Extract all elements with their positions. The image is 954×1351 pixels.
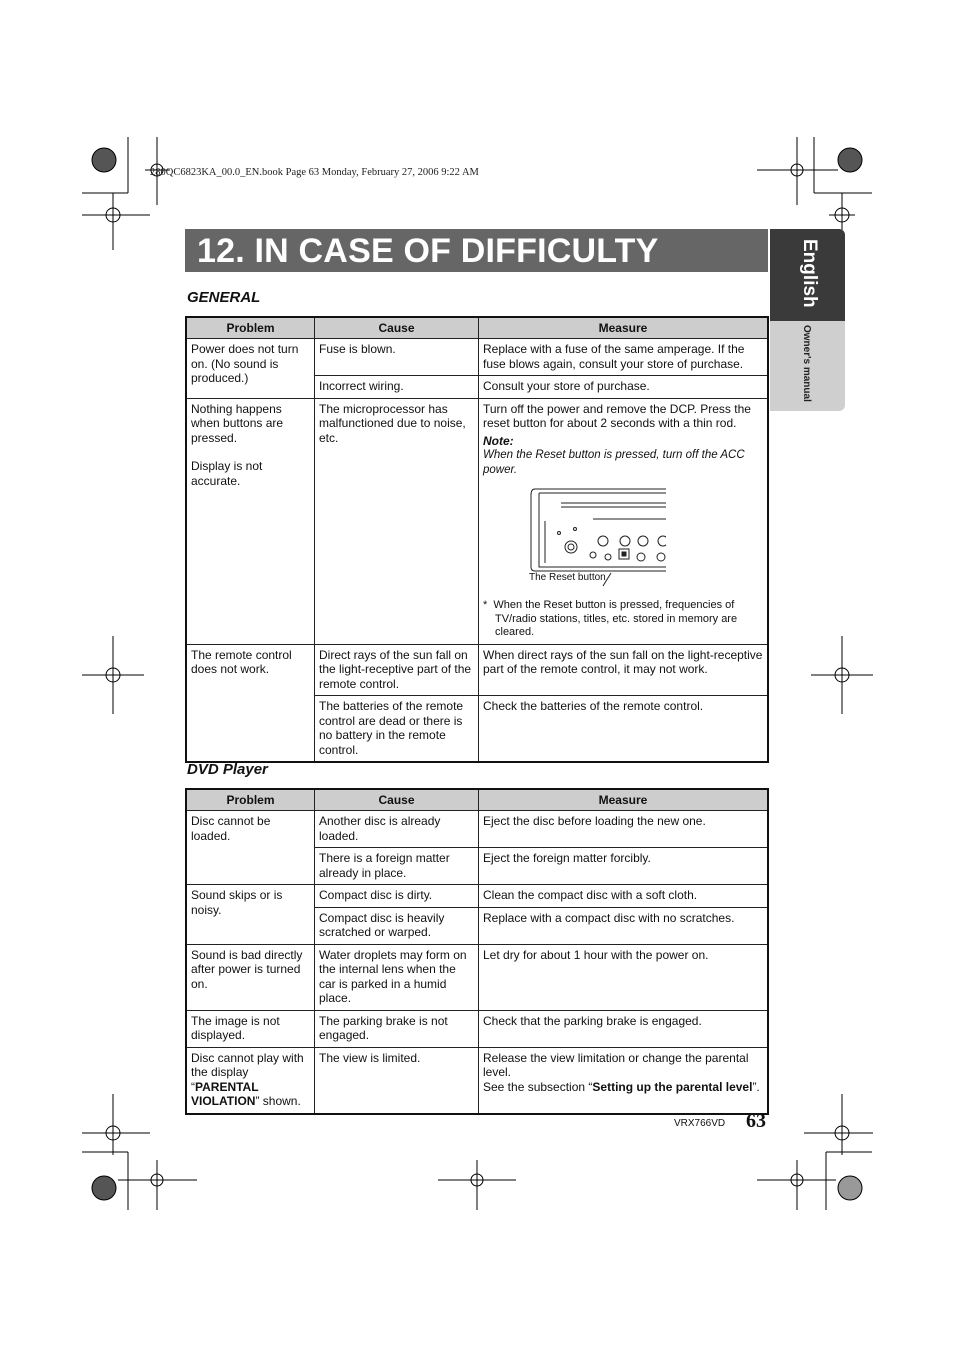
problem-cell: Power does not turn on. (No sound is produced.) (186, 339, 315, 399)
problem-text-bold: PARENTAL VIOLATION (191, 1079, 259, 1108)
footnote-text: When the Reset button is pressed, frequencies of TV/radio stations, titles, etc. stored in memory are cleared. (493, 599, 738, 638)
measure-ref-bold: Setting up the parental level (592, 1079, 753, 1094)
measure-cell: Let dry for about 1 hour with the power on. (479, 944, 769, 1010)
reset-button-label: The Reset button (529, 572, 606, 583)
problem-cell (186, 398, 315, 644)
model-number: VRX766VD (674, 1118, 726, 1129)
table-row (186, 1010, 768, 1047)
footnote-mark: * (483, 599, 488, 611)
footnote (483, 599, 763, 640)
problem-cell: Sound skips or is noisy. (186, 885, 315, 945)
problem-cell: Disc cannot be loaded. (186, 811, 315, 885)
measure-text: Release the view limitation or change the parental level. (483, 1050, 749, 1079)
column-header: Measure (479, 789, 769, 811)
note-heading: Note: (483, 433, 514, 448)
table-row (186, 944, 768, 1010)
column-header: Cause (315, 317, 479, 339)
problem-cell: The image is not displayed. (186, 1010, 315, 1047)
problem-cell: Sound is bad directly after power is turned on. (186, 944, 315, 1010)
problem-text: Nothing happens when buttons are pressed. (191, 401, 284, 445)
measure-cell: Consult your store of purchase. (479, 376, 769, 399)
side-tab-dark (770, 229, 845, 321)
cause-cell: There is a foreign matter already in place. (315, 848, 479, 885)
cause-cell: Water droplets may form on the internal lens when the car is parked in a humid place. (315, 944, 479, 1010)
problem-text: Disc cannot play with the display “ (191, 1050, 304, 1094)
note-body: When the Reset button is pressed, turn off the ACC power. (483, 449, 745, 476)
table-row (186, 885, 768, 908)
cause-cell: Compact disc is dirty. (315, 885, 479, 908)
problem-cell (186, 1047, 315, 1114)
cause-cell: Fuse is blown. (315, 339, 479, 376)
cause-cell: Direct rays of the sun fall on the light-receptive part of the remote control. (315, 644, 479, 696)
measure-cell: Eject the foreign matter forcibly. (479, 848, 769, 885)
measure-cell: Replace with a fuse of the same amperage. If the fuse blows again, consult your store of purchase. (479, 339, 769, 376)
measure-cell (479, 398, 769, 644)
measure-cell: When direct rays of the sun fall on the light-receptive part of the remote control, it may not work. (479, 644, 769, 696)
table-row (186, 811, 768, 848)
measure-cell: Eject the disc before loading the new one. (479, 811, 769, 848)
side-tab-language: English (799, 239, 820, 308)
measure-ref-prefix: See the subsection “ (483, 1079, 593, 1094)
column-header: Measure (479, 317, 769, 339)
cause-cell: Incorrect wiring. (315, 376, 479, 399)
table-header-row (186, 317, 768, 339)
problem-text-2: Display is not accurate. (191, 459, 263, 488)
column-header: Cause (315, 789, 479, 811)
cause-cell: The view is limited. (315, 1047, 479, 1114)
general-table (185, 316, 769, 763)
cause-cell: Another disc is already loaded. (315, 811, 479, 848)
general-heading: GENERAL (187, 289, 261, 306)
measure-text-2 (483, 1080, 763, 1095)
page-title: 12. IN CASE OF DIFFICULTY (197, 232, 659, 270)
measure-text: Turn off the power and remove the DCP. Press the reset button for about 2 seconds with a thin rod. (483, 401, 751, 430)
measure-cell: Replace with a compact disc with no scratches. (479, 907, 769, 944)
table-row (186, 644, 768, 696)
cause-cell: The parking brake is not engaged. (315, 1010, 479, 1047)
problem-text-end: ” shown. (255, 1094, 301, 1108)
dvd-heading: DVD Player (187, 761, 268, 778)
page-number: 63 (746, 1110, 766, 1132)
table-row (186, 1047, 768, 1114)
dcp-illustration (483, 483, 763, 591)
column-header: Problem (186, 317, 315, 339)
problem-cell: The remote control does not work. (186, 644, 315, 762)
side-tab (770, 229, 845, 411)
column-header: Problem (186, 789, 315, 811)
file-header: 280QC6823KA_00.0_EN.book Page 63 Monday, February 27, 2006 9:22 AM (150, 167, 479, 178)
cause-cell: The microprocessor has malfunctioned due to noise, etc. (315, 398, 479, 644)
side-tab-manual: Owner's manual (801, 325, 812, 402)
reset-button-figure (483, 483, 763, 591)
cause-cell: Compact disc is heavily scratched or warped. (315, 907, 479, 944)
cause-cell: The batteries of the remote control are dead or there is no battery in the remote control. (315, 696, 479, 763)
measure-cell: Check that the parking brake is engaged. (479, 1010, 769, 1047)
dvd-table (185, 788, 769, 1115)
table-row (186, 339, 768, 376)
measure-cell: Clean the compact disc with a soft cloth. (479, 885, 769, 908)
table-row (186, 398, 768, 644)
measure-ref-suffix: ”. (752, 1079, 760, 1094)
table-header-row (186, 789, 768, 811)
page-title-bar (185, 229, 768, 272)
measure-cell: Check the batteries of the remote control. (479, 696, 769, 763)
measure-cell (479, 1047, 769, 1114)
